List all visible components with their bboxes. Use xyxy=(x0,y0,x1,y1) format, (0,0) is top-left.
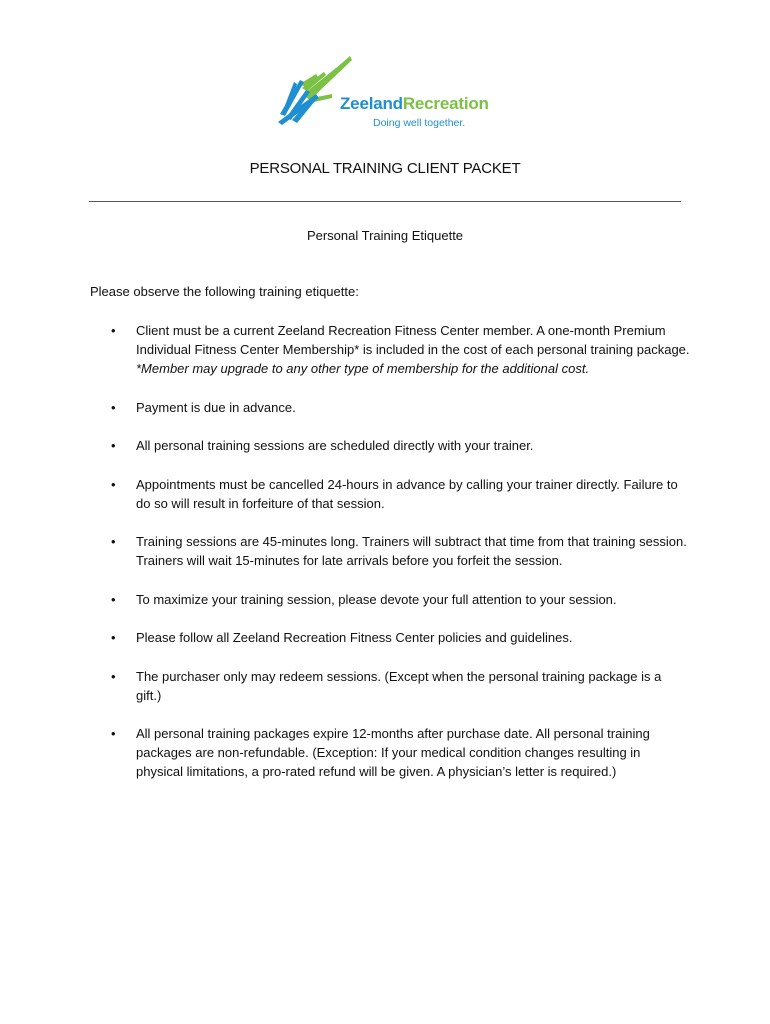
bullet-icon: • xyxy=(111,438,116,453)
list-item-text: To maximize your training session, please devote your full attention to your session. xyxy=(136,591,617,607)
list-item-text: Training sessions are 45-minutes long. Trainers will subtract that time from that training session. Trainers will wait 15-minutes for late arrivals before you forfeit the session. xyxy=(136,534,687,568)
etiquette-list xyxy=(90,321,690,801)
list-item xyxy=(90,321,690,378)
list-item xyxy=(90,667,690,705)
hands-logo-icon xyxy=(276,54,356,126)
list-item-text: All personal training packages expire 12-months after purchase date. All personal training packages are non-refundable. (Exception: If your medical condition changes resulting in physical limitations, a pro-rated refund will be given. A physician’s letter is required.) xyxy=(136,726,650,779)
bullet-icon: • xyxy=(111,726,116,741)
document-title: PERSONAL TRAINING CLIENT PACKET xyxy=(249,160,521,177)
bullet-icon: • xyxy=(111,323,116,338)
bullet-icon: • xyxy=(111,668,116,684)
bullet-icon: • xyxy=(111,534,116,549)
list-item-text: The purchaser only may redeem sessions. (Except when the personal training package is a gift.) xyxy=(136,668,662,703)
list-item xyxy=(90,475,690,513)
list-item xyxy=(90,724,690,781)
logo-tagline: Doing well together. xyxy=(373,117,466,129)
list-item xyxy=(90,532,690,570)
list-item xyxy=(90,436,690,455)
list-item-text xyxy=(136,323,690,376)
bullet-icon: • xyxy=(111,399,116,415)
bullet-icon: • xyxy=(111,591,116,607)
list-item xyxy=(90,590,690,609)
list-item-text: Please follow all Zeeland Recreation Fitness Center policies and guidelines. xyxy=(136,630,573,645)
list-item-text: All personal training sessions are scheduled directly with your trainer. xyxy=(136,438,534,453)
list-item-text: Payment is due in advance. xyxy=(136,399,296,415)
title-divider xyxy=(89,201,681,202)
bullet-icon: • xyxy=(111,630,116,645)
list-item-emphasis: *Member may upgrade to any other type of membership for the additional cost. xyxy=(136,361,590,376)
logo-name-part2: Recreation xyxy=(402,94,489,113)
logo-name-part1: Zeeland xyxy=(340,94,403,113)
section-title: Personal Training Etiquette xyxy=(306,228,464,243)
zeeland-recreation-logo xyxy=(276,54,506,134)
bullet-icon: • xyxy=(111,476,116,492)
list-item-main-text: Client must be a current Zeeland Recreation Fitness Center member. A one-month Premium Individual Fitness Center Membership* is included in the cost of each personal training package. xyxy=(136,323,690,357)
list-item xyxy=(90,628,690,647)
list-item-text: Appointments must be cancelled 24-hours in advance by calling your trainer directly. Failure to do so will result in forfeiture of that session. xyxy=(136,476,678,511)
intro-text: Please observe the following training etiquette: xyxy=(90,284,359,299)
list-item xyxy=(90,398,690,417)
logo-name xyxy=(340,94,489,114)
